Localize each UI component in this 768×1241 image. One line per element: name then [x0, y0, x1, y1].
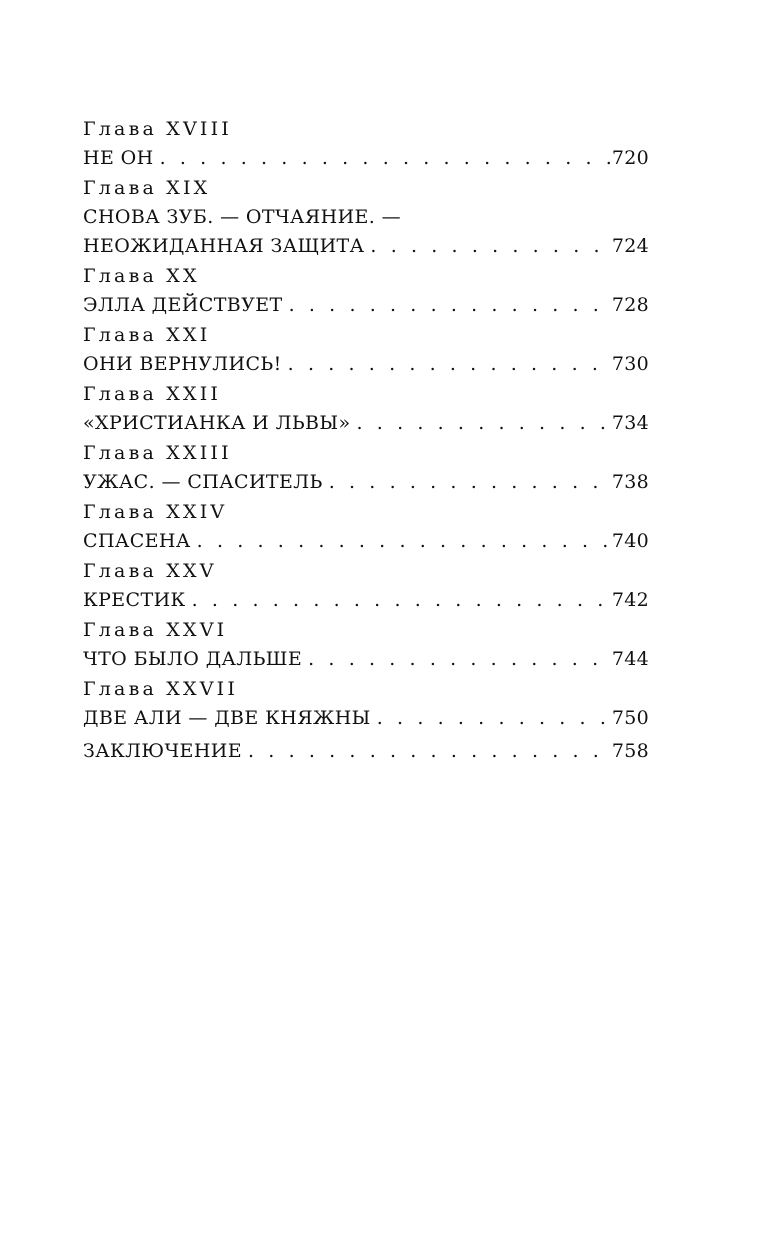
- page-number: 738: [611, 471, 649, 493]
- dot-leader: [351, 409, 612, 438]
- page-number: 750: [611, 707, 649, 729]
- chapter-heading: Глава XXII: [83, 383, 222, 405]
- chapter-title: КРЕСТИК: [83, 589, 186, 611]
- chapter-title: НЕ ОН: [83, 147, 154, 169]
- chapter-heading: Глава XXIV: [83, 501, 228, 523]
- page-number: 742: [611, 589, 649, 611]
- dot-leader: [282, 350, 612, 379]
- dot-leader: [323, 468, 612, 497]
- page-number: 728: [611, 294, 649, 316]
- toc-entry[interactable]: [83, 704, 649, 733]
- chapter-heading: Глава XXVI: [83, 619, 228, 641]
- dot-leader: [191, 527, 612, 556]
- dot-leader: [371, 704, 612, 733]
- chapter-heading: Глава XX: [83, 265, 200, 287]
- toc-entry-conclusion[interactable]: [83, 737, 649, 766]
- page-number: 730: [611, 353, 649, 375]
- page-number: 744: [611, 648, 649, 670]
- table-of-contents: [83, 114, 649, 766]
- chapter-heading: Глава XXI: [83, 324, 211, 346]
- toc-entry[interactable]: [83, 468, 649, 497]
- page-number: 740: [611, 530, 649, 552]
- chapter-title: СПАСЕНА: [83, 530, 191, 552]
- dot-leader: [302, 645, 612, 674]
- toc-entry[interactable]: [83, 586, 649, 615]
- dot-leader: [186, 586, 612, 615]
- chapter-title: ЧТО БЫЛО ДАЛЬШЕ: [83, 648, 303, 670]
- toc-entry[interactable]: [83, 527, 649, 556]
- chapter-title: СНОВА ЗУБ. — ОТЧАЯНИЕ. —: [83, 206, 402, 228]
- chapter-heading: Глава XVIII: [83, 118, 233, 140]
- chapter-title-line: [83, 203, 649, 232]
- dot-leader: [364, 232, 611, 261]
- toc-entry[interactable]: [83, 409, 649, 438]
- dot-leader: [154, 144, 612, 173]
- toc-entry[interactable]: [83, 232, 649, 261]
- page-number: 758: [611, 740, 649, 762]
- chapter-heading: Глава XXVII: [83, 678, 239, 700]
- chapter-heading: Глава XIX: [83, 177, 211, 199]
- chapter-title: УЖАС. — СПАСИТЕЛЬ: [83, 471, 323, 493]
- chapter-heading: Глава XXIII: [83, 442, 232, 464]
- toc-entry[interactable]: [83, 144, 649, 173]
- chapter-heading: Глава XXV: [83, 560, 217, 582]
- chapter-title: НЕОЖИДАННАЯ ЗАЩИТА: [83, 235, 365, 257]
- chapter-title: ЭЛЛА ДЕЙСТВУЕТ: [83, 294, 283, 316]
- conclusion-title: ЗАКЛЮЧЕНИЕ: [83, 740, 243, 762]
- page-number: 724: [611, 235, 649, 257]
- dot-leader: [242, 737, 612, 766]
- toc-entry[interactable]: [83, 291, 649, 320]
- dot-leader: [283, 291, 612, 320]
- toc-entry[interactable]: [83, 350, 649, 379]
- chapter-title: «ХРИСТИАНКА И ЛЬВЫ»: [83, 412, 351, 434]
- page-number: 720: [611, 147, 649, 169]
- page-number: 734: [611, 412, 649, 434]
- chapter-title: ДВЕ АЛИ — ДВЕ КНЯЖНЫ: [83, 707, 371, 729]
- toc-entry[interactable]: [83, 645, 649, 674]
- chapter-title: ОНИ ВЕРНУЛИСЬ!: [83, 353, 282, 375]
